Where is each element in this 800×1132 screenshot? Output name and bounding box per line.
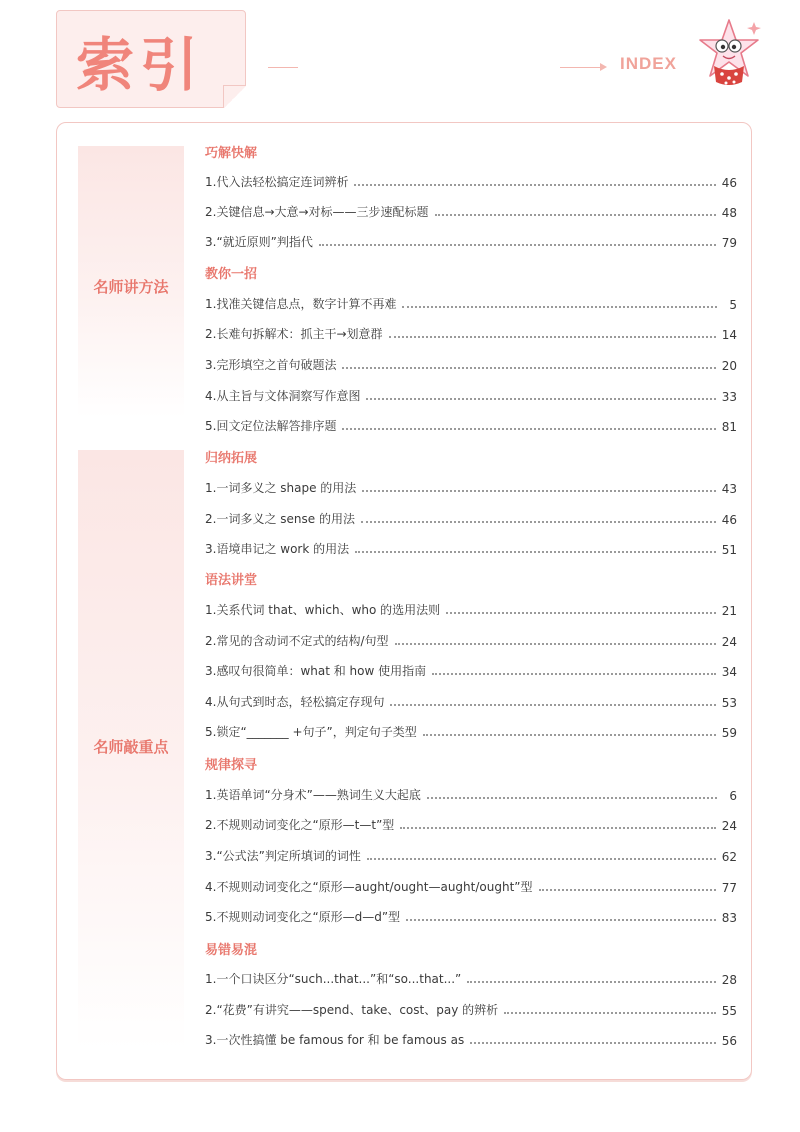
entry-text: 1.关系代词 that、which、who 的选用法则 <box>205 603 441 617</box>
entry-text: 3.感叹句很简单：what 和 how 使用指南 <box>205 664 427 678</box>
toc-entry[interactable] <box>205 230 737 250</box>
entry-text: 3.完形填空之首句破题法 <box>205 358 337 372</box>
page-fold-corner <box>223 85 246 108</box>
page-number: 14 <box>721 328 737 342</box>
toc-entry[interactable] <box>205 1028 737 1048</box>
page-number: 46 <box>721 176 737 190</box>
entry-text: 4.从主旨与文体洞察写作意图 <box>205 389 361 403</box>
toc-entry[interactable] <box>205 598 737 618</box>
toc-entry[interactable] <box>205 353 737 373</box>
dot-leader <box>342 428 715 430</box>
dot-leader <box>432 673 716 675</box>
page-number: 55 <box>721 1004 737 1018</box>
toc-entry[interactable] <box>205 322 737 342</box>
dot-leader <box>319 244 716 246</box>
dot-leader <box>402 306 717 308</box>
dot-leader <box>406 919 716 921</box>
entry-text: 3.“公式法”判定所填词的词性 <box>205 849 361 863</box>
page-number: 81 <box>721 420 737 434</box>
toc-entry[interactable] <box>205 384 737 404</box>
section-title: 归纳拓展 <box>205 451 258 466</box>
entry-text: 2.长难句拆解术：抓主干→划意群 <box>205 327 383 341</box>
section-title: 规律探寻 <box>205 758 258 773</box>
toc-entry[interactable] <box>205 783 737 803</box>
page-number: 6 <box>729 789 737 803</box>
dot-leader <box>423 734 716 736</box>
toc-entry[interactable] <box>205 659 737 679</box>
page-number: 34 <box>721 665 737 679</box>
dot-leader <box>446 612 716 614</box>
toc-entry[interactable] <box>205 507 737 527</box>
dot-leader <box>366 398 715 400</box>
toc-entry[interactable] <box>205 905 737 925</box>
dot-leader <box>435 214 716 216</box>
entry-text: 1.找准关键信息点，数字计算不再难 <box>205 297 397 311</box>
page-title: 索引 <box>76 31 205 99</box>
toc-entry[interactable] <box>205 476 737 496</box>
page-number: 24 <box>721 635 737 649</box>
index-label: INDEX <box>620 54 677 73</box>
entry-text: 2.不规则动词变化之“原形—t—t”型 <box>205 818 395 832</box>
page-number: 20 <box>721 359 737 373</box>
entry-text: 3.语境串记之 work 的用法 <box>205 542 350 556</box>
dot-leader <box>361 521 716 523</box>
page-number: 33 <box>721 390 737 404</box>
toc-entry[interactable] <box>205 690 737 710</box>
dot-leader <box>342 367 715 369</box>
page-number: 21 <box>721 604 737 618</box>
page-number: 28 <box>721 973 737 987</box>
toc-entry[interactable] <box>205 813 737 833</box>
entry-text: 2.常见的含动词不定式的结构/句型 <box>205 634 389 648</box>
section-title: 巧解快解 <box>205 146 258 161</box>
page-number: 62 <box>721 850 737 864</box>
toc-entry[interactable] <box>205 720 737 740</box>
section-title: 易错易混 <box>205 943 258 958</box>
entry-text: 2.关键信息→大意→对标——三步速配标题 <box>205 205 429 219</box>
page-number: 46 <box>721 513 737 527</box>
toc-entry[interactable] <box>205 875 737 895</box>
toc-entry[interactable] <box>205 967 737 987</box>
toc-entry[interactable] <box>205 629 737 649</box>
toc-entry[interactable] <box>205 170 737 190</box>
arrow-right-icon <box>600 63 607 71</box>
entry-text: 2.“花费”有讲究——spend、take、cost、pay 的辨析 <box>205 1003 499 1017</box>
toc-entry[interactable] <box>205 537 737 557</box>
page-number: 77 <box>721 881 737 895</box>
dot-leader <box>395 643 716 645</box>
header-divider-right <box>560 67 602 68</box>
page-number: 56 <box>721 1034 737 1048</box>
mascot-icon <box>696 16 762 88</box>
page-number: 53 <box>721 696 737 710</box>
page-number: 5 <box>729 298 737 312</box>
entry-text: 3.一次性搞懂 be famous for 和 be famous as <box>205 1033 465 1047</box>
entry-text: 1.英语单词“分身术”——熟词生义大起底 <box>205 788 421 802</box>
toc-entry[interactable] <box>205 292 737 312</box>
toc-entry[interactable] <box>205 414 737 434</box>
toc-entry[interactable] <box>205 998 737 1018</box>
dot-leader <box>470 1042 716 1044</box>
entry-text: 3.“就近原则”判指代 <box>205 235 313 249</box>
dot-leader <box>427 797 717 799</box>
dot-leader <box>389 336 716 338</box>
dot-leader <box>467 981 715 983</box>
page-number: 48 <box>721 206 737 220</box>
page-number: 51 <box>721 543 737 557</box>
page-number: 43 <box>721 482 737 496</box>
page-number: 83 <box>721 911 737 925</box>
entry-text: 1.一词多义之 shape 的用法 <box>205 481 357 495</box>
toc-entry[interactable] <box>205 200 737 220</box>
entry-text: 5.锁定“_______ +句子”，判定句子类型 <box>205 725 417 739</box>
entry-text: 4.不规则动词变化之“原形—aught/ought—aught/ought”型 <box>205 880 533 894</box>
page-number: 59 <box>721 726 737 740</box>
dot-leader <box>400 827 715 829</box>
page-number: 79 <box>721 236 737 250</box>
dot-leader <box>539 889 716 891</box>
group-label-keypoints: 名师敲重点 <box>93 738 169 756</box>
page-number: 24 <box>721 819 737 833</box>
dot-leader <box>367 858 716 860</box>
entry-text: 5.回文定位法解答排序题 <box>205 419 337 433</box>
entry-text: 1.一个口诀区分“such...that...”和“so...that...” <box>205 972 462 986</box>
entry-text: 4.从句式到时态，轻松搞定存现句 <box>205 695 385 709</box>
header-divider-left <box>268 67 298 68</box>
group-label-methods: 名师讲方法 <box>93 278 169 296</box>
dot-leader <box>390 704 715 706</box>
entry-text: 1.代入法轻松搞定连词辨析 <box>205 175 349 189</box>
dot-leader <box>504 1012 716 1014</box>
entry-text: 5.不规则动词变化之“原形—d—d”型 <box>205 910 401 924</box>
section-title: 教你一招 <box>205 267 258 282</box>
dot-leader <box>355 551 716 553</box>
entry-text: 2.一词多义之 sense 的用法 <box>205 512 355 526</box>
dot-leader <box>354 184 715 186</box>
dot-leader <box>362 490 715 492</box>
section-title: 语法讲堂 <box>205 573 258 588</box>
toc-entry[interactable] <box>205 844 737 864</box>
